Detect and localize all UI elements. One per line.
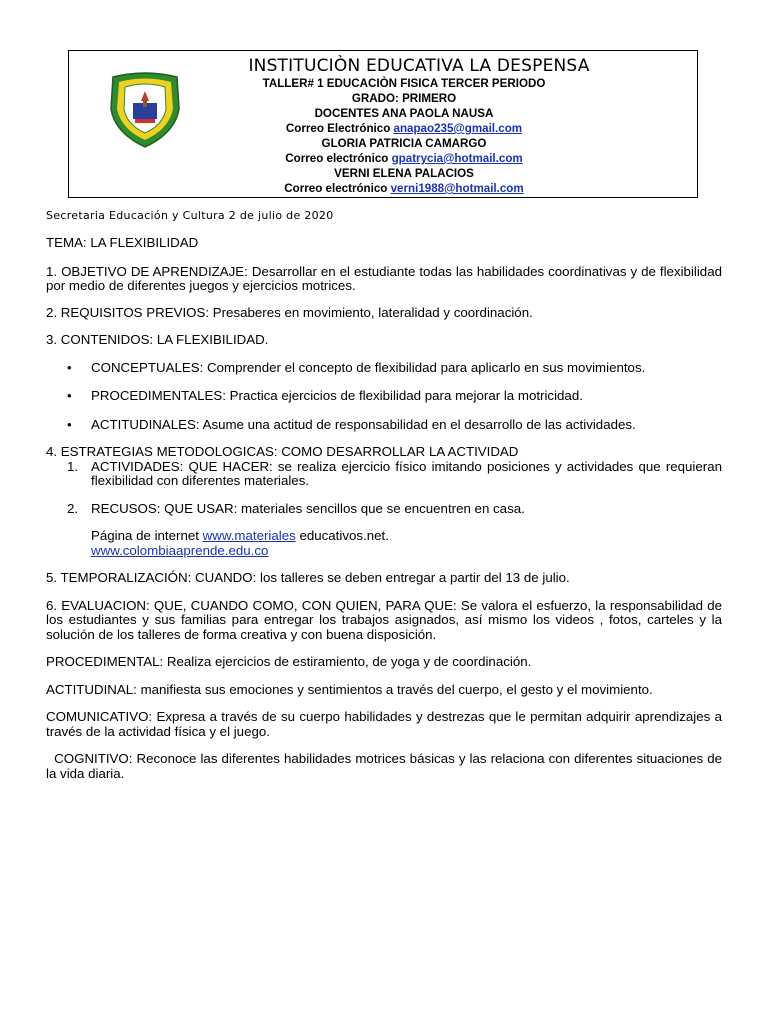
evaluacion-paragraph: 6. EVALUACION: QUE, CUANDO COMO, CON QUIEN, PARA QUE: Se valora el esfuerzo, la responsabilidad de los estudiantes y sus familias para entregar los trabajos asignados, así mismo los videos , fotos, carteles y la solución de los talleres de forma creativa y con buena disposición. [46, 597, 722, 642]
list-number-1: 1. [67, 458, 79, 474]
comunicativo-paragraph: COMUNICATIVO: Expresa a través de su cuerpo habilidades y destrezas que le permitan adquirir aprendizajes a través de la actividad física y el juego. [46, 709, 722, 739]
temporalizacion-paragraph: 5. TEMPORALIZACIÓN: CUANDO: los talleres se deben entregar a partir del 13 de julio. [46, 570, 570, 585]
school-shield-logo-icon [105, 69, 185, 149]
correo-2-label: Correo electrónico [285, 152, 392, 165]
document-body [46, 235, 726, 781]
contenidos-bullet-list [46, 361, 722, 433]
correo-1-line [179, 121, 629, 136]
correo-2-line [179, 151, 629, 166]
correo-1-label: Correo Electrónico [285, 122, 394, 135]
objetivo-paragraph: 1. OBJETIVO DE APRENDIZAJE: Desarrollar en el estudiante todas las habilidades coordinativas y de flexibilidad por medio de diferentes juegos y ejercicios motrices. [46, 263, 722, 293]
grado-line: GRADO: PRIMERO [351, 92, 457, 105]
recursos-text: RECUSOS: QUE USAR: materiales sencillos que se encuentren en casa. [91, 500, 525, 516]
correo-1-link[interactable]: anapao235@gmail.com [393, 122, 523, 135]
correo-3-label: Correo electrónico [284, 182, 391, 195]
colombiaaprende-line [91, 544, 722, 559]
bullet-conceptuales: • CONCEPTUALES: Comprender el concepto de flexibilidad para aplicarlo en sus movimientos. [46, 361, 722, 376]
actitudinal-paragraph: ACTITUDINAL: manifiesta sus emociones y sentimientos a través del cuerpo, el gesto y el movimiento. [46, 681, 653, 697]
list-item-actividades [46, 460, 722, 489]
tema-heading: TEMA: LA FLEXIBILIDAD [46, 235, 199, 250]
estrategias-paragraph: 4. ESTRATEGIAS METODOLOGICAS: COMO DESARROLLAR LA ACTIVIDAD [46, 444, 519, 459]
list-item-recursos [46, 502, 722, 517]
docente-3-line: VERNI ELENA PALACIOS [334, 167, 474, 180]
pagina-internet-block [46, 529, 722, 558]
estrategias-numbered-list [46, 460, 722, 517]
header-info [179, 76, 629, 196]
bullet-actitudinales: • ACTITUDINALES: Asume una actitud de responsabilidad en el desarrollo de las actividades. [46, 418, 722, 433]
docente-1-line: DOCENTES ANA PAOLA NAUSA [314, 107, 494, 120]
institution-title: INSTITUCIÒN EDUCATIVA LA DESPENSA [248, 56, 590, 76]
pagina-suffix: educativos.net. [295, 528, 389, 543]
procedimental-paragraph: PROCEDIMENTAL: Realiza ejercicios de estiramiento, de yoga y de coordinación. [46, 654, 532, 669]
taller-line: TALLER# 1 EDUCACIÒN FISICA TERCER PERIODO [262, 77, 546, 90]
colombiaaprende-link[interactable]: www.colombiaaprende.edu.co [91, 542, 269, 558]
correo-3-line [179, 181, 629, 196]
pagina-prefix: Página de internet [91, 528, 203, 543]
secretaria-date-line: Secretaria Educación y Cultura 2 de julio de 2020 [46, 209, 334, 222]
header-box [68, 50, 698, 198]
requisitos-paragraph: 2. REQUISITOS PREVIOS: Presaberes en movimiento, lateralidad y coordinación. [46, 304, 533, 320]
cognitivo-paragraph: COGNITIVO: Reconoce las diferentes habilidades motrices básicas y las relaciona con diferentes situaciones de la vida diaria. [46, 751, 726, 781]
correo-3-link[interactable]: verni1988@hotmail.com [390, 182, 524, 195]
list-number-2: 2. [67, 500, 79, 516]
contenidos-paragraph: 3. CONTENIDOS: LA FLEXIBILIDAD. [46, 332, 269, 347]
actividades-text: ACTIVIDADES: QUE HACER: se realiza ejercicio físico imitando posiciones y actividades que requieran flexibilidad con diferentes materiales. [91, 458, 722, 488]
correo-2-link[interactable]: gpatrycia@hotmail.com [391, 152, 523, 165]
docente-2-line: GLORIA PATRICIA CAMARGO [321, 137, 487, 150]
bullet-procedimentales: • PROCEDIMENTALES: Practica ejercicios de flexibilidad para mejorar la motricidad. [46, 389, 722, 404]
materiales-link[interactable]: www.materiales [202, 528, 296, 543]
pagina-line [91, 529, 722, 544]
